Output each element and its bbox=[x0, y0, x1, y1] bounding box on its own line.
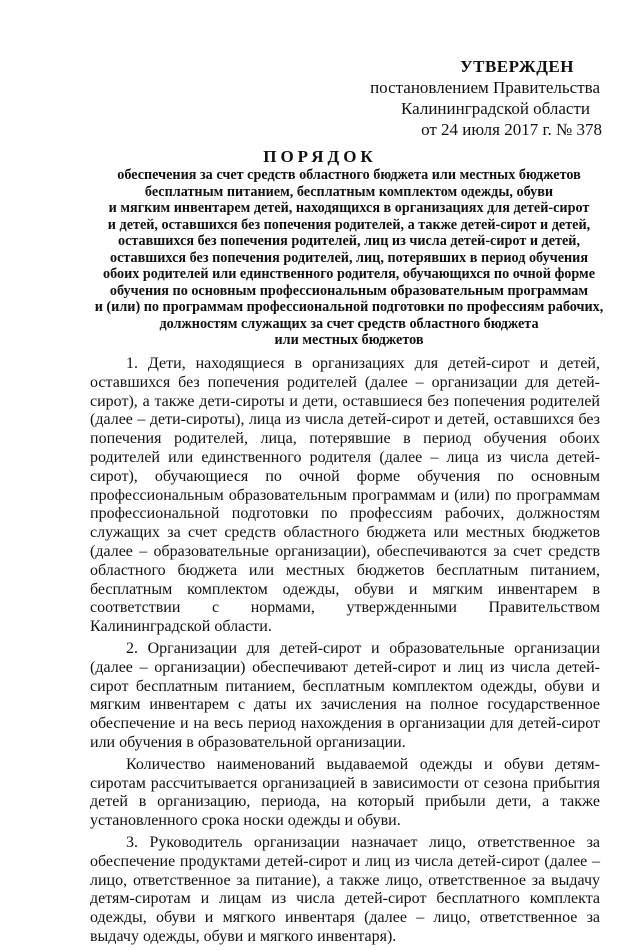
document-subtitle bbox=[84, 167, 614, 349]
document-title: ПОРЯДОК bbox=[263, 147, 377, 166]
subtitle-line: обоих родителей или единственного родителя, обучающихся по очной форме bbox=[102, 266, 595, 282]
approval-block bbox=[352, 56, 602, 140]
paragraph-1: 1. Дети, находящиеся в организациях для детей-сирот и детей, оставшихся без попечения родителей (далее – организации для детей-сирот), а также дети-сироты и дети, оставшиеся без попечения родителей (далее – дети-сироты), лица из числа детей-сирот и детей, оставшихся без попечения родителей, лица, потерявшие в период обучения обоих родителей или единственного родителя (далее – лица из числа детей-сирот), обучающиеся по очной форме обучения по основным профессиональным образовательным программам и (или) по программам профессиональной подготовки по профессиям рабочих, должностям служащих за счет средств областного бюджета или местных бюджетов (далее – образовательные организации), обеспечиваются за счет средств областного бюджета или местных бюджетов бесплатным питанием, бесплатным комплектом одежды, обуви и мягким инвентарем в соответствии с нормами, утвержденными Правительством Калининградской области. bbox=[90, 355, 600, 636]
subtitle-line: оставшихся без попечения родителей, лиц, потерявших в период обучения bbox=[109, 249, 589, 266]
subtitle-line: обучения по основным профессиональным образовательным программам bbox=[109, 282, 589, 299]
approval-line-2: Калининградской области bbox=[401, 99, 590, 118]
approval-title: УТВЕРЖДЕН bbox=[460, 57, 574, 76]
subtitle-line: и детей, оставшихся без попечения родителей, а также детей-сирот и детей, bbox=[107, 216, 591, 233]
subtitle-line: и (или) по программам профессиональной подготовки по профессиям рабочих, bbox=[94, 299, 604, 315]
subtitle-line: бесплатным питанием, бесплатным комплектом одежды, обуви bbox=[144, 183, 554, 200]
subtitle-line: обеспечения за счет средств областного бюджета или местных бюджетов bbox=[117, 167, 581, 183]
paragraph-2-continuation: Количество наименований выдаваемой одежды и обуви детям-сиротам рассчитывается организацией в зависимости от сезона прибытия детей в организацию, периода, на который прибыли дети, а также установленного срока носки одежды и обуви. bbox=[90, 755, 600, 830]
subtitle-line: или местных бюджетов bbox=[274, 332, 424, 348]
approval-line-3: от 24 июля 2017 г. № 378 bbox=[421, 120, 602, 139]
subtitle-line: должностям служащих за счет средств областного бюджета bbox=[159, 315, 539, 332]
subtitle-line: и мягким инвентарем детей, находящихся в организациях для детей-сирот bbox=[108, 200, 590, 216]
document-body bbox=[90, 355, 600, 950]
paragraph-2: 2. Организации для детей-сирот и образовательные организации (далее – организации) обеспечивают детей-сирот и лиц из числа детей-сирот бесплатным питанием, бесплатным комплектом одежды, обуви и мягким инвентарем с даты их зачисления на полное государственное обеспечение и на весь период нахождения в организации для детей-сирот или обучения в образовательной организации. bbox=[90, 639, 600, 751]
approval-line-1: постановлением Правительства bbox=[370, 78, 600, 97]
paragraph-3: 3. Руководитель организации назначает лицо, ответственное за обеспечение продуктами детей-сирот и лиц из числа детей-сирот (далее – лицо, ответственное за питание), а также лицо, ответственное за выдачу детям-сиротам и лицам из числа детей-сирот бесплатного комплекта одежды, обуви и мягкого инвентаря (далее – лицо, ответственное за выдачу одежды, обуви и мягкого инвентаря). bbox=[90, 833, 600, 945]
subtitle-line: оставшихся без попечения родителей, лиц из числа детей-сирот и детей, bbox=[117, 233, 581, 249]
